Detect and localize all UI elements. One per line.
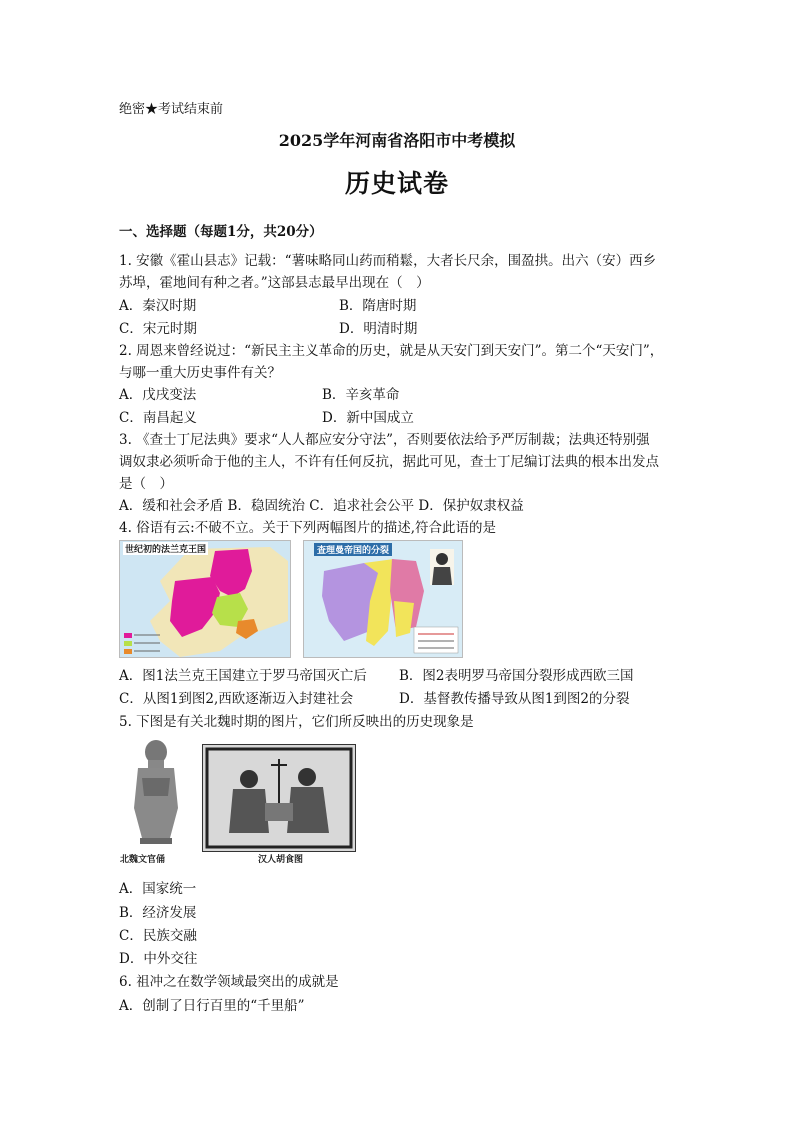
q1-stem-line2: 苏埠，霍地间有种之者。”这部县志最早出现在（ ） [119, 275, 430, 291]
figure-civil-official-statue-caption: 北魏文官俑 [120, 855, 166, 865]
statue-graphic [120, 738, 192, 848]
q3-stem-line3: 是（ ） [119, 476, 173, 492]
map-charlemagne-division-graphic [304, 541, 462, 657]
map-charlemagne-division [303, 540, 463, 658]
q1-option-a: A．秦汉时期 [119, 298, 197, 314]
exam-title: 2025学年河南省洛阳市中考模拟 [278, 131, 516, 150]
figure-han-hu-dining-mural-caption: 汉人胡食图 [258, 855, 304, 865]
q4-option-b: B．图2表明罗马帝国分裂形成西欧三国 [399, 668, 634, 684]
figure-han-hu-dining-mural [202, 744, 356, 852]
q5-option-a: A．国家统一 [119, 881, 197, 897]
q1-option-b: B．隋唐时期 [339, 298, 417, 314]
map-charlemagne-division-title: 查理曼帝国的分裂 [314, 543, 392, 556]
q5-option-d: D．中外交往 [119, 951, 198, 967]
section-heading: 一、选择题（每题1分，共20分） [119, 224, 323, 240]
q6-option-a: A．创制了日行百里的“千里船” [119, 998, 305, 1014]
q4-option-d: D．基督教传播导致从图1到图2的分裂 [399, 691, 630, 707]
mural-graphic [203, 745, 355, 851]
q1-option-c: C．宋元时期 [119, 321, 197, 337]
map-frankish-kingdom-title: 世纪初的法兰克王国 [123, 542, 208, 555]
map-frankish-kingdom [119, 540, 291, 658]
q1-option-d: D．明清时期 [339, 321, 418, 337]
q3-stem-line1: 3. 《查士丁尼法典》要求“人人都应安分守法”，否则要依法给予严厉制裁；法典还特别强 [119, 432, 650, 448]
q1-stem-line1: 1. 安徽《霍山县志》记载：“薯味略同山药而稍鬆，大者长尺余，围盈拱。出六（安）西乡 [119, 253, 657, 269]
q4-stem: 4. 俗语有云:不破不立。关于下列两幅图片的描述,符合此语的是 [119, 520, 497, 536]
q2-option-b: B．辛亥革命 [322, 387, 400, 403]
q5-option-c: C．民族交融 [119, 928, 197, 944]
q5-stem: 5. 下图是有关北魏时期的图片，它们所反映出的历史现象是 [119, 714, 474, 730]
q4-option-a: A．图1法兰克王国建立于罗马帝国灭亡后 [119, 668, 367, 684]
q2-stem-line2: 与哪一重大历史事件有关？ [119, 365, 281, 381]
exam-subject: 历史试卷 [344, 169, 449, 198]
q2-option-d: D．新中国成立 [322, 410, 414, 426]
q6-stem: 6. 祖冲之在数学领域最突出的成就是 [119, 974, 339, 990]
q2-option-a: A．戊戌变法 [119, 387, 197, 403]
q3-options: A．缓和社会矛盾 B．稳固统治 C．追求社会公平 D．保护奴隶权益 [119, 498, 524, 514]
confidential-mark: 绝密★考试结束前 [119, 102, 224, 117]
q2-option-c: C．南昌起义 [119, 410, 197, 426]
map-frankish-kingdom-graphic [120, 541, 290, 657]
q2-stem-line1: 2. 周恩来曾经说过：“新民主主义革命的历史，就是从天安门到天安门”。第二个“天安门”， [119, 343, 664, 359]
q5-option-b: B．经济发展 [119, 905, 197, 921]
q4-option-c: C．从图1到图2,西欧逐渐迈入封建社会 [119, 691, 354, 707]
q3-stem-line2: 调奴隶必须听命于他的主人，不许有任何反抗，据此可见，查士丁尼编订法典的根本出发点 [119, 454, 659, 470]
figure-civil-official-statue [120, 738, 192, 848]
